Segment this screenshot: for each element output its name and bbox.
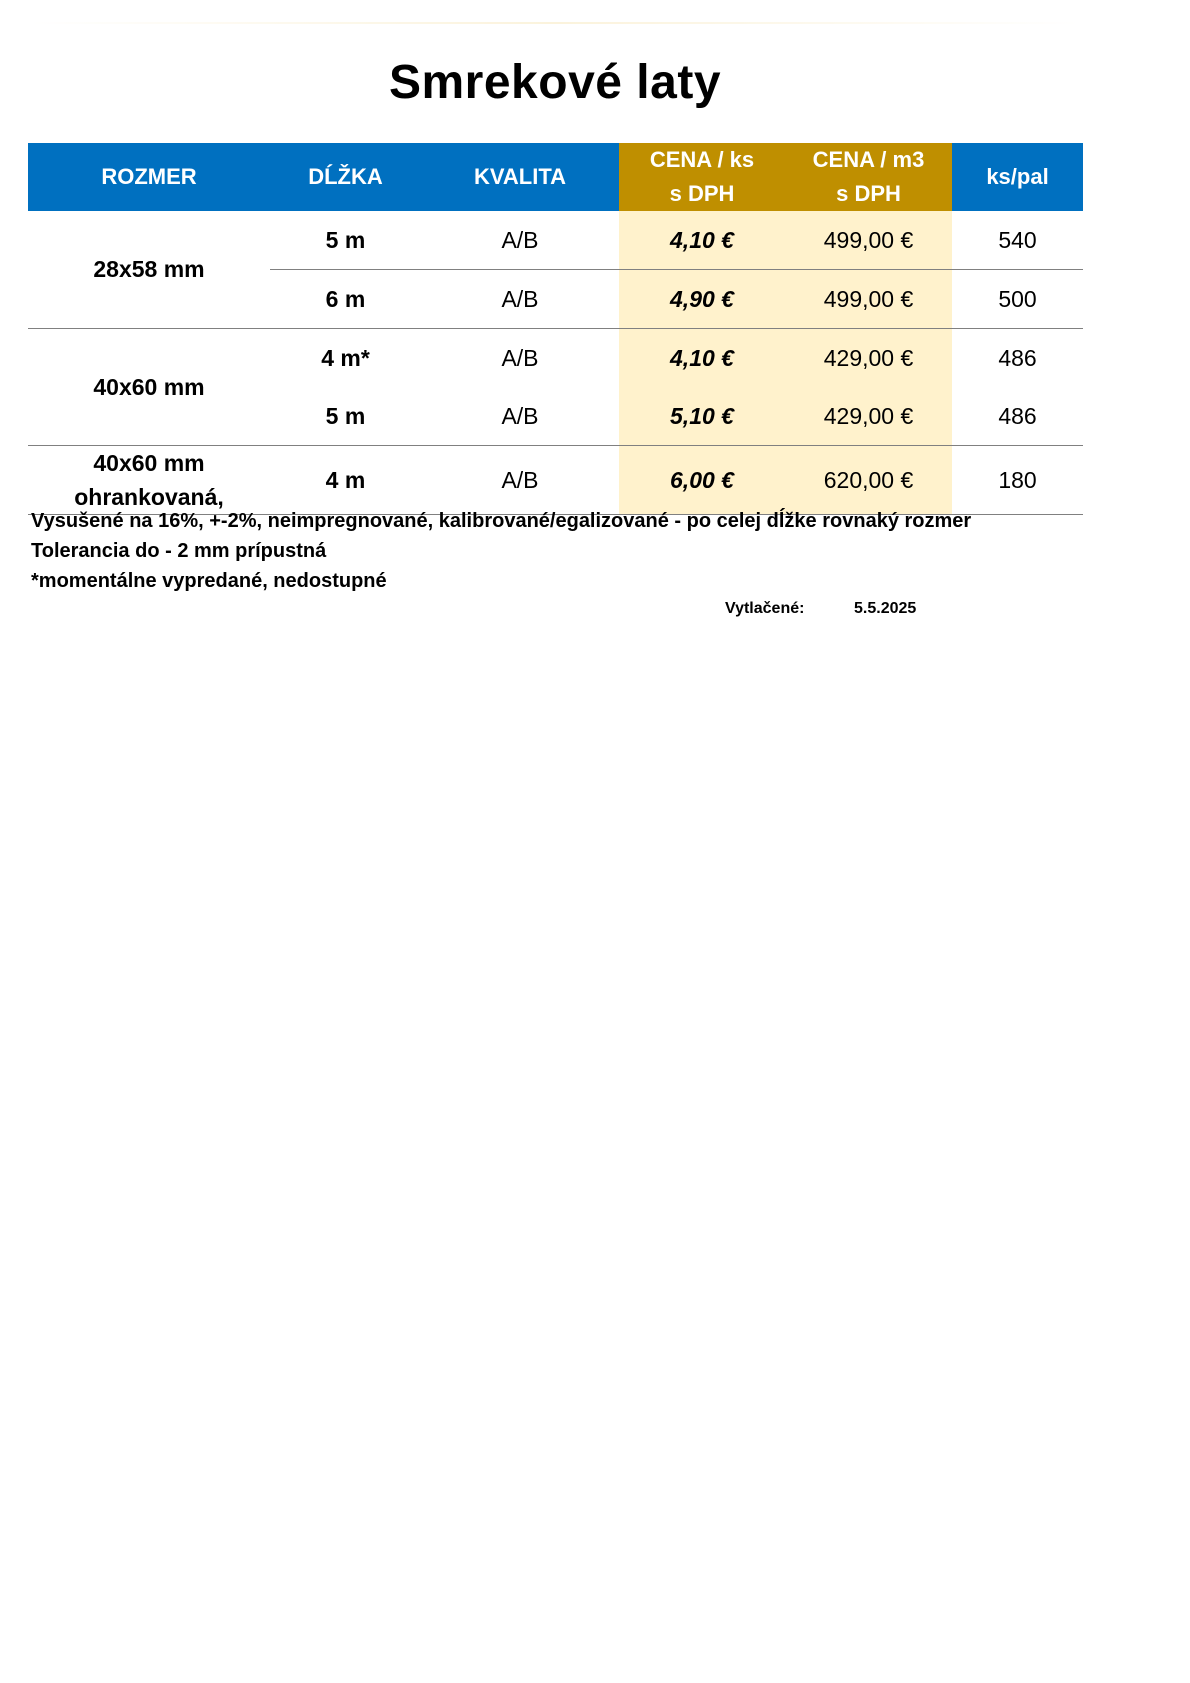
printed-date: 5.5.2025 [854,600,917,617]
table-row [28,211,1083,270]
cell-rozmer [28,446,270,515]
notes [31,506,971,596]
top-divider [30,22,1080,24]
header-rozmer: ROZMER [28,143,270,211]
cell-cena-ks: 4,90 € [619,270,785,329]
cell-dlzka: 4 m [270,446,421,515]
header-cena-ks-line2: s DPH [669,181,735,206]
table-header-row [28,143,1083,211]
cell-dlzka: 5 m [325,402,366,429]
header-cena-m3-line2: s DPH [836,181,901,206]
cell-cena-m3: 499,00 € [785,211,952,270]
cell-kvalita: A/B [421,446,619,515]
cell-kvalita: A/B [421,329,619,388]
cell-kvalita: A/B [421,270,619,329]
cell-rozmer-line1: 40x60 mm [93,450,205,476]
cell-cena-ks: 4,10 € [619,211,785,270]
table-row [28,329,1083,388]
cell-rozmer: 28x58 mm [93,256,205,282]
cell-cena-m3: 620,00 € [785,446,952,515]
price-table [28,143,1083,515]
cell-cena-ks: 5,10 € [619,387,785,446]
cell-kvalita: A/B [501,402,539,429]
cell-rozmer: 40x60 mm [28,329,270,446]
header-cena-m3 [785,143,952,211]
note-line: Vysušené na 16%, +-2%, neimpregnované, kalibrované/egalizované - po celej dĺžke rovnaký rozmer [31,510,972,532]
cell-rozmer-line2: ohrankovaná, [74,484,224,510]
cell-cena-m3: 429,00 € [785,387,952,446]
cell-kvalita: A/B [501,226,539,253]
note-line: *momentálne vypredané, nedostupné [31,570,387,592]
cell-ks-pal: 486 [952,329,1083,388]
cell-ks-pal: 180 [952,446,1083,515]
cell-dlzka: 5 m [325,226,366,253]
header-cena-m3-line1: CENA / m3 [812,147,925,172]
cell-cena-m3: 499,00 € [785,270,952,329]
table-row [28,446,1083,515]
cell-dlzka: 6 m [270,270,421,329]
cell-cena-ks: 4,10 € [619,329,785,388]
note-line: Tolerancia do - 2 mm prípustná [31,540,327,562]
cell-ks-pal: 500 [952,270,1083,329]
page-title: Smrekové laty [388,56,722,109]
header-dlzka: DĹŽKA [270,143,421,211]
header-kvalita: KVALITA [421,143,619,211]
header-cena-ks-line1: CENA / ks [649,147,755,172]
header-cena-ks [619,143,785,211]
cell-cena-ks: 6,00 € [619,446,785,515]
cell-ks-pal: 540 [998,226,1037,253]
header-ks-pal: ks/pal [952,143,1083,211]
printed-label: Vytlačené: [725,600,805,617]
cell-cena-m3: 429,00 € [785,329,952,388]
cell-ks-pal: 486 [998,402,1037,429]
cell-dlzka: 4 m* [270,329,421,388]
